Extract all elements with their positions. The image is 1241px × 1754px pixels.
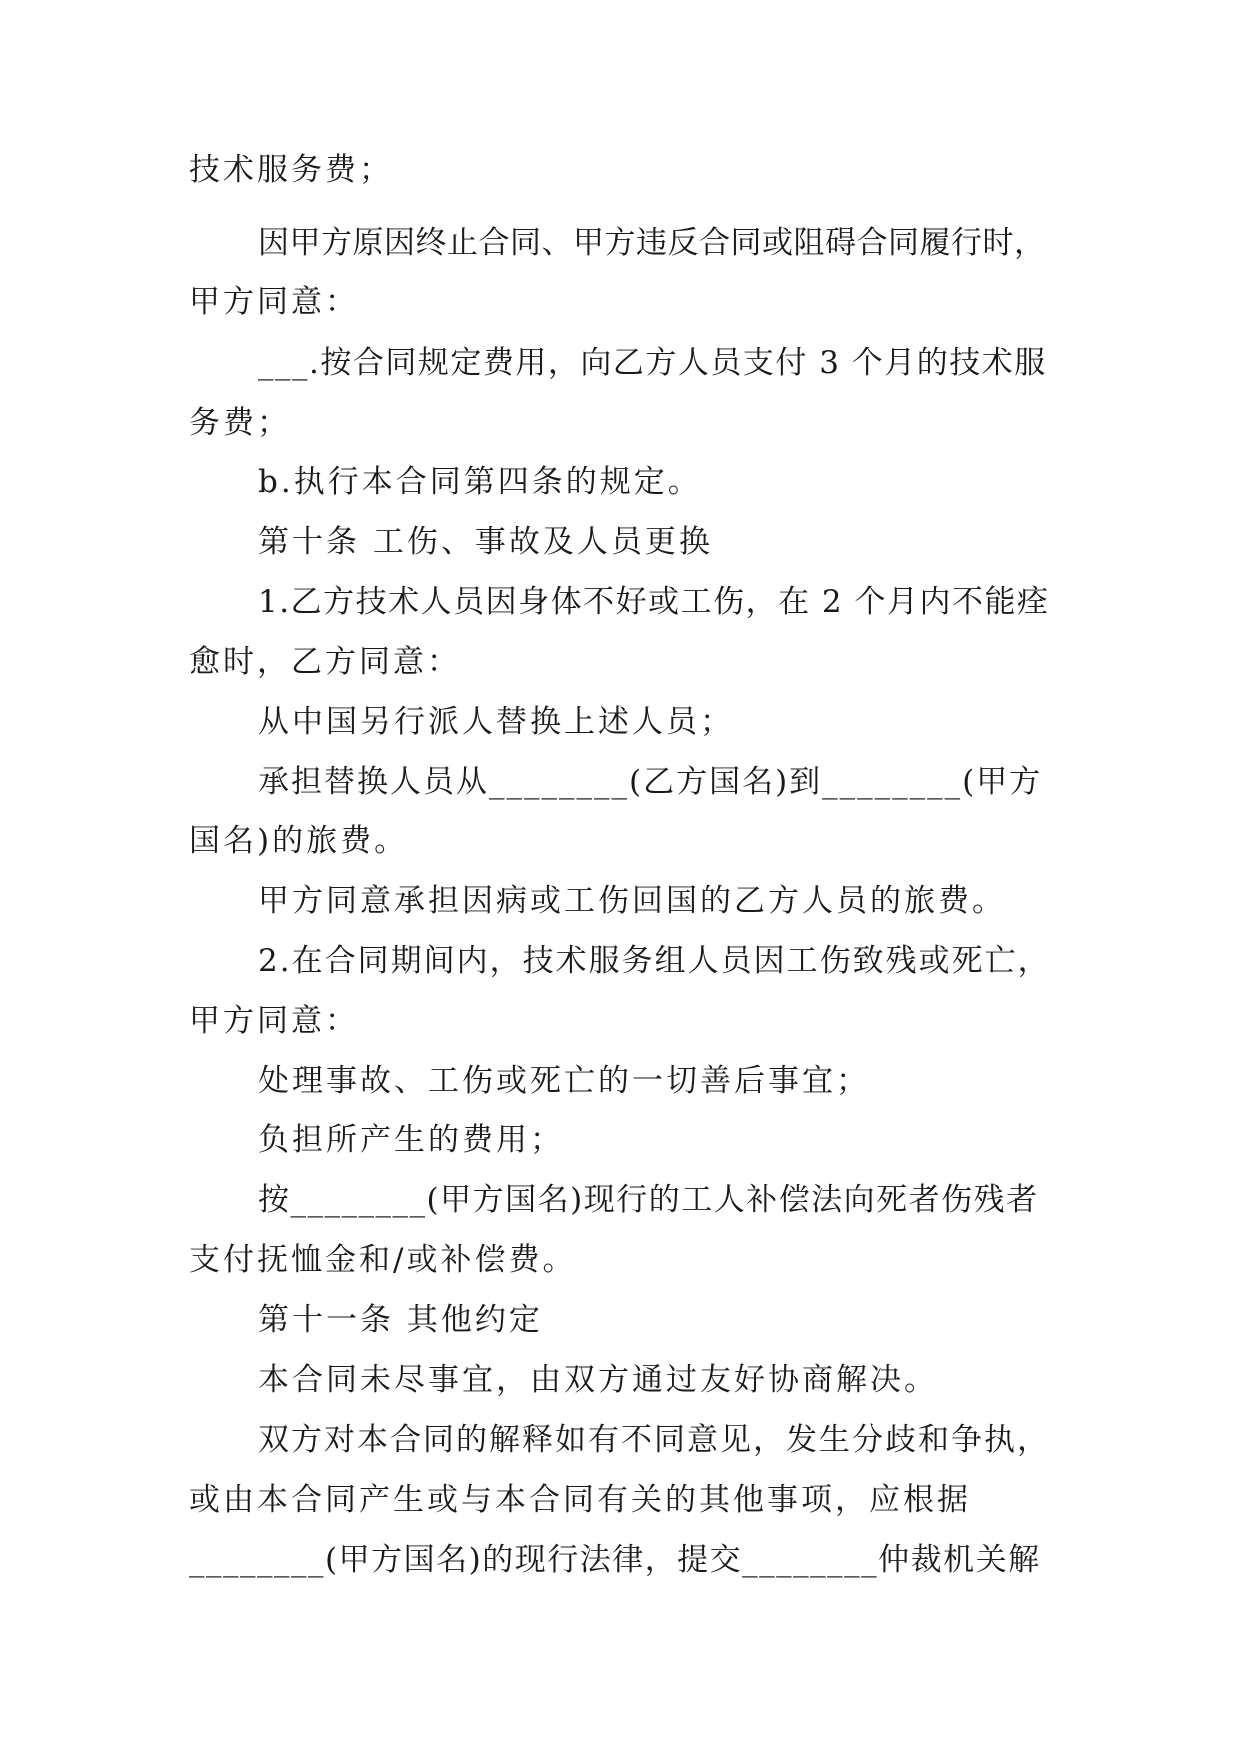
text-line: 技术服务费； bbox=[189, 152, 393, 188]
text-line: 因甲方原因终止合同、甲方违反合同或阻碍合同履行时， bbox=[258, 225, 1046, 261]
text-line: 1.乙方技术人员因身体不好或工伤，在 2 个月内不能痊 bbox=[258, 584, 1050, 620]
text-line: 2.在合同期间内，技术服务组人员因工伤致残或死亡， bbox=[258, 943, 1051, 979]
text-line: 甲方同意承担因病或工伤回国的乙方人员的旅费。 bbox=[258, 883, 1006, 919]
text-line: 处理事故、工伤或死亡的一切善后事宜； bbox=[258, 1063, 870, 1099]
text-line: 支付抚恤金和/或补偿费。 bbox=[189, 1242, 577, 1278]
text-line: 双方对本合同的解释如有不同意见，发生分歧和争执， bbox=[258, 1422, 1050, 1458]
text-line: 从中国另行派人替换上述人员； bbox=[258, 704, 734, 740]
text-line: ___.按合同规定费用，向乙方人员支付 3 个月的技术服 bbox=[258, 345, 1047, 381]
section-heading: 第十一条 其他约定 bbox=[258, 1302, 543, 1338]
text-line: 甲方同意： bbox=[189, 284, 359, 320]
text-line: 按________(甲方国名)现行的工人补偿法向死者伤残者 bbox=[258, 1182, 1039, 1218]
text-line: 国名)的旅费。 bbox=[189, 823, 409, 859]
text-line: 愈时，乙方同意： bbox=[189, 644, 461, 680]
text-line: b.执行本合同第四条的规定。 bbox=[258, 464, 702, 500]
text-line: ________(甲方国名)的现行法律，提交________仲裁机关解 bbox=[189, 1542, 1041, 1578]
text-line: 或由本合同产生或与本合同有关的其他事项，应根据 bbox=[189, 1482, 971, 1518]
text-line: 负担所产生的费用； bbox=[258, 1122, 564, 1158]
text-line: 本合同未尽事宜，由双方通过友好协商解决。 bbox=[258, 1362, 938, 1398]
section-heading: 第十条 工伤、事故及人员更换 bbox=[258, 524, 713, 560]
text-line: 务费； bbox=[189, 405, 291, 441]
text-line: 甲方同意： bbox=[189, 1003, 359, 1039]
text-line: 承担替换人员从________(乙方国名)到________(甲方 bbox=[258, 764, 1043, 800]
